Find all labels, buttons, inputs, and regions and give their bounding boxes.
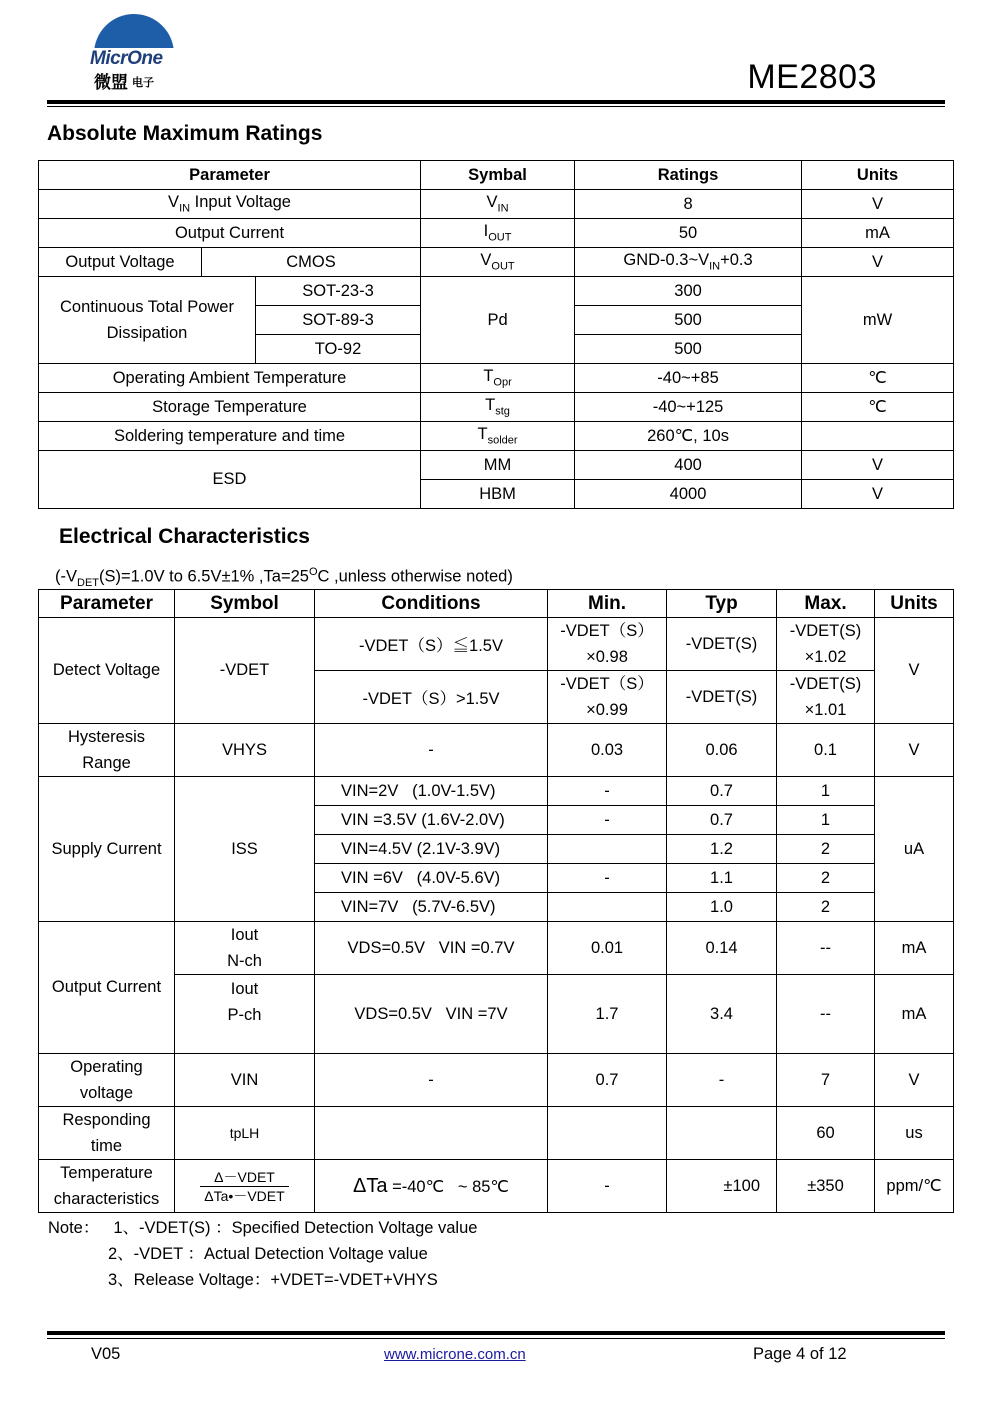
amr-pkg-sot23: SOT-23-3 bbox=[256, 277, 421, 306]
header-rule-thick bbox=[47, 100, 945, 104]
ec-max-supply-2: 1 bbox=[777, 806, 875, 835]
amr-header-ratings: Ratings bbox=[575, 161, 802, 190]
ec-typ-detect-1: -VDET(S) bbox=[667, 618, 777, 671]
ec-typ-outc-p: 3.4 bbox=[667, 975, 777, 1054]
amr-rating-tsolder: 260℃, 10s bbox=[575, 422, 802, 451]
ec-cond-supply-2: VIN =3.5V (1.6V-2.0V) bbox=[315, 806, 548, 835]
ec-row-supply-1 bbox=[39, 777, 954, 806]
ec-header-max: Max. bbox=[777, 590, 875, 618]
ec-min-supply-5 bbox=[548, 893, 667, 922]
amr-unit-vout: V bbox=[802, 248, 954, 277]
ec-header-row bbox=[39, 590, 954, 618]
ec-min-outc-p: 1.7 bbox=[548, 975, 667, 1054]
amr-row-tsolder bbox=[39, 422, 954, 451]
ec-header-min: Min. bbox=[548, 590, 667, 618]
amr-rating-sot23: 300 bbox=[575, 277, 802, 306]
ec-min-supply-3 bbox=[548, 835, 667, 864]
ec-typ-resp bbox=[667, 1107, 777, 1160]
note-2: 2、-VDET ：Actual Detection Voltage value bbox=[108, 1245, 428, 1263]
ec-param-outc: Output Current bbox=[39, 922, 175, 1054]
ec-param-resp: Responding time bbox=[39, 1107, 175, 1160]
amr-rating-topr: -40~+85 bbox=[575, 364, 802, 393]
ec-min-supply-1: - bbox=[548, 777, 667, 806]
amr-row-esd-1 bbox=[39, 451, 954, 480]
amr-header-row bbox=[39, 161, 954, 190]
logo-text-cn: 微盟 bbox=[94, 73, 128, 92]
header-rule-thin bbox=[47, 106, 945, 107]
note-1: 1、-VDET(S) ：Specified Detection Voltage value bbox=[113, 1219, 478, 1237]
ec-conditions-note: ($-V_{DET}(S)=1.0V$ to 6.5V±1% $,Ta=25^OC$ ,unless otherwise noted) bbox=[55, 566, 513, 589]
amr-param-iout: Output Current bbox=[39, 219, 421, 248]
ec-row-opv bbox=[39, 1054, 954, 1107]
amr-rating-tstg: -40~+125 bbox=[575, 393, 802, 422]
ec-typ-supply-5: 1.0 bbox=[667, 893, 777, 922]
footer-version: V05 bbox=[91, 1345, 121, 1363]
notes-label: Note： bbox=[48, 1219, 100, 1237]
ec-header-symbol: Symbol bbox=[175, 590, 315, 618]
ec-row-detect-1 bbox=[39, 618, 954, 671]
ec-header-parameter: Parameter bbox=[39, 590, 175, 618]
ec-unit-supply: uA bbox=[875, 777, 954, 922]
amr-header-units: Units bbox=[802, 161, 954, 190]
amr-sym-mm: MM bbox=[421, 451, 575, 480]
amr-param-topr: Operating Ambient Temperature bbox=[39, 364, 421, 393]
amr-unit-vin: V bbox=[802, 190, 954, 219]
ec-typ-outc-n: 0.14 bbox=[667, 922, 777, 975]
ec-unit-hys: V bbox=[875, 724, 954, 777]
temp-coefficient-fraction: $\frac{\text{Δ－VDET}}{\text{ΔTa•－VDET}}$ bbox=[200, 1168, 288, 1205]
ec-min-detect-2: -VDET（S） ×0.99 bbox=[548, 671, 667, 724]
doc-title: ME2803 bbox=[747, 58, 877, 96]
ec-typ-supply-3: 1.2 bbox=[667, 835, 777, 864]
amr-unit-tsolder bbox=[802, 422, 954, 451]
ec-min-resp bbox=[548, 1107, 667, 1160]
ec-row-hys bbox=[39, 724, 954, 777]
amr-row-vout bbox=[39, 248, 954, 277]
footer-page: Page 4 of 12 bbox=[753, 1345, 847, 1363]
ec-unit-outc-n: mA bbox=[875, 922, 954, 975]
ec-max-supply-5: 2 bbox=[777, 893, 875, 922]
ec-cond-detect-2: -VDET（S）>1.5V bbox=[315, 671, 548, 724]
amr-unit-topr: ℃ bbox=[802, 364, 954, 393]
ec-typ-opv: - bbox=[667, 1054, 777, 1107]
ec-cond-outc-n: VDS=0.5V VIN =0.7V bbox=[315, 922, 548, 975]
ec-param-temp: Temperature characteristics bbox=[39, 1160, 175, 1213]
ec-header-typ: Typ bbox=[667, 590, 777, 618]
ec-header-units: Units bbox=[875, 590, 954, 618]
ec-unit-detect: V bbox=[875, 618, 954, 724]
amr-pkg-to92: TO-92 bbox=[256, 335, 421, 364]
amr-sym-tsolder: $T_{solder}$ bbox=[421, 422, 575, 451]
amr-rating-iout: 50 bbox=[575, 219, 802, 248]
ec-param-supply: Supply Current bbox=[39, 777, 175, 922]
ec-param-hys: Hysteresis Range bbox=[39, 724, 175, 777]
amr-rating-vin: 8 bbox=[575, 190, 802, 219]
amr-param-pd: Continuous Total Power Dissipation bbox=[39, 277, 256, 364]
amr-unit-mm: V bbox=[802, 451, 954, 480]
ec-typ-temp: ±100 bbox=[667, 1160, 777, 1213]
ec-cond-supply-1: VIN=2V (1.0V-1.5V) bbox=[315, 777, 548, 806]
ec-unit-temp: ppm/℃ bbox=[875, 1160, 954, 1213]
ec-max-outc-n: -- bbox=[777, 922, 875, 975]
ec-typ-supply-2: 0.7 bbox=[667, 806, 777, 835]
footer-url-link[interactable]: www.microne.com.cn bbox=[384, 1346, 526, 1363]
amr-row-vin bbox=[39, 190, 954, 219]
amr-rating-mm: 400 bbox=[575, 451, 802, 480]
ec-max-detect-1: -VDET(S) ×1.02 bbox=[777, 618, 875, 671]
amr-sym-vout: $V_{OUT}$ bbox=[421, 248, 575, 277]
ec-cond-supply-3: VIN=4.5V (2.1V-3.9V) bbox=[315, 835, 548, 864]
amr-rating-vout: GND-$0.3\sim V_{IN}+0.3$ bbox=[575, 248, 802, 277]
ec-sym-temp bbox=[175, 1160, 315, 1213]
amr-row-iout bbox=[39, 219, 954, 248]
ec-row-temp bbox=[39, 1160, 954, 1213]
ec-typ-supply-4: 1.1 bbox=[667, 864, 777, 893]
amr-row-topr bbox=[39, 364, 954, 393]
ec-max-supply-4: 2 bbox=[777, 864, 875, 893]
ec-sym-outc-p: Iout P-ch bbox=[175, 975, 315, 1054]
ec-sym-detect: -VDET bbox=[175, 618, 315, 724]
ec-row-outc-p bbox=[39, 975, 954, 1054]
ec-max-supply-1: 1 bbox=[777, 777, 875, 806]
ec-typ-detect-2: -VDET(S) bbox=[667, 671, 777, 724]
amr-sym-pd: Pd bbox=[421, 277, 575, 364]
amr-param-tsolder: Soldering temperature and time bbox=[39, 422, 421, 451]
ec-typ-hys: 0.06 bbox=[667, 724, 777, 777]
ec-row-resp bbox=[39, 1107, 954, 1160]
amr-param-vout: Output Voltage bbox=[39, 248, 202, 277]
amr-sym-iout: $I_{OUT}$ bbox=[421, 219, 575, 248]
amr-rating-hbm: 4000 bbox=[575, 480, 802, 509]
ec-row-outc-n bbox=[39, 922, 954, 975]
ec-unit-opv: V bbox=[875, 1054, 954, 1107]
ec-cond-resp bbox=[315, 1107, 548, 1160]
ec-cond-opv: - bbox=[315, 1054, 548, 1107]
amr-unit-iout: mA bbox=[802, 219, 954, 248]
ec-typ-supply-1: 0.7 bbox=[667, 777, 777, 806]
ec-cond-supply-5: VIN=7V (5.7V-6.5V) bbox=[315, 893, 548, 922]
amr-param-vout-cmos: CMOS bbox=[202, 248, 421, 277]
ec-cond-hys: - bbox=[315, 724, 548, 777]
amr-param-tstg: Storage Temperature bbox=[39, 393, 421, 422]
amr-sym-vin: $V_{IN}$ bbox=[421, 190, 575, 219]
amr-row-pd-1 bbox=[39, 277, 954, 306]
amr-header-symbol: Symbal bbox=[421, 161, 575, 190]
microne-logo bbox=[88, 12, 180, 90]
ec-min-hys: 0.03 bbox=[548, 724, 667, 777]
ec-cond-outc-p: VDS=0.5V VIN =7V bbox=[315, 975, 548, 1054]
ec-sym-supply: ISS bbox=[175, 777, 315, 922]
ec-max-hys: 0.1 bbox=[777, 724, 875, 777]
ec-min-detect-1: -VDET（S） ×0.98 bbox=[548, 618, 667, 671]
amr-sym-hbm: HBM bbox=[421, 480, 575, 509]
ec-param-detect: Detect Voltage bbox=[39, 618, 175, 724]
note-3: 3、Release Voltage：+VDET=-VDET+VHYS bbox=[108, 1271, 438, 1289]
ec-min-supply-2: - bbox=[548, 806, 667, 835]
ec-max-opv: 7 bbox=[777, 1054, 875, 1107]
ec-max-supply-3: 2 bbox=[777, 835, 875, 864]
ec-max-detect-2: -VDET(S) ×1.01 bbox=[777, 671, 875, 724]
ec-sym-opv: VIN bbox=[175, 1054, 315, 1107]
amr-pkg-sot89: SOT-89-3 bbox=[256, 306, 421, 335]
ec-unit-outc-p: mA bbox=[875, 975, 954, 1054]
footer-rule-thick bbox=[47, 1331, 945, 1335]
ec-title: Electrical Characteristics bbox=[59, 525, 310, 548]
ec-param-opv: Operating voltage bbox=[39, 1054, 175, 1107]
amr-sym-topr: $T_{Opr}$ bbox=[421, 364, 575, 393]
ec-min-supply-4: - bbox=[548, 864, 667, 893]
ec-header-conditions: Conditions bbox=[315, 590, 548, 618]
amr-unit-hbm: V bbox=[802, 480, 954, 509]
ec-table bbox=[38, 589, 954, 1213]
ec-sym-outc-n: Iout N-ch bbox=[175, 922, 315, 975]
amr-title: Absolute Maximum Ratings bbox=[47, 122, 323, 145]
ec-cond-temp: ΔTa =-40℃ ~ 85℃ bbox=[315, 1160, 548, 1213]
ec-max-resp: 60 bbox=[777, 1107, 875, 1160]
amr-param-vin: $V_{IN}$ Input Voltage bbox=[39, 190, 421, 219]
footer-url-wrap bbox=[384, 1345, 526, 1364]
footer-rule-thin bbox=[47, 1338, 945, 1339]
ec-min-temp: - bbox=[548, 1160, 667, 1213]
logo-text-en: MicrOne bbox=[90, 48, 163, 69]
ec-min-opv: 0.7 bbox=[548, 1054, 667, 1107]
amr-rating-to92: 500 bbox=[575, 335, 802, 364]
logo-text-cn-small: 电子 bbox=[132, 77, 154, 89]
ec-unit-resp: us bbox=[875, 1107, 954, 1160]
ec-sym-hys: VHYS bbox=[175, 724, 315, 777]
amr-unit-pd: mW bbox=[802, 277, 954, 364]
amr-row-tstg bbox=[39, 393, 954, 422]
ec-cond-detect-1: -VDET（S）≦1.5V bbox=[315, 618, 548, 671]
amr-table bbox=[38, 160, 954, 509]
amr-param-esd: ESD bbox=[39, 451, 421, 509]
ec-cond-supply-4: VIN =6V (4.0V-5.6V) bbox=[315, 864, 548, 893]
amr-unit-tstg: ℃ bbox=[802, 393, 954, 422]
ec-min-outc-n: 0.01 bbox=[548, 922, 667, 975]
ec-max-outc-p: -- bbox=[777, 975, 875, 1054]
amr-sym-tstg: $T_{stg}$ bbox=[421, 393, 575, 422]
amr-rating-sot89: 500 bbox=[575, 306, 802, 335]
notes bbox=[48, 1215, 477, 1293]
amr-header-parameter: Parameter bbox=[39, 161, 421, 190]
ec-sym-resp: tpLH bbox=[175, 1107, 315, 1160]
ec-max-temp: ±350 bbox=[777, 1160, 875, 1213]
